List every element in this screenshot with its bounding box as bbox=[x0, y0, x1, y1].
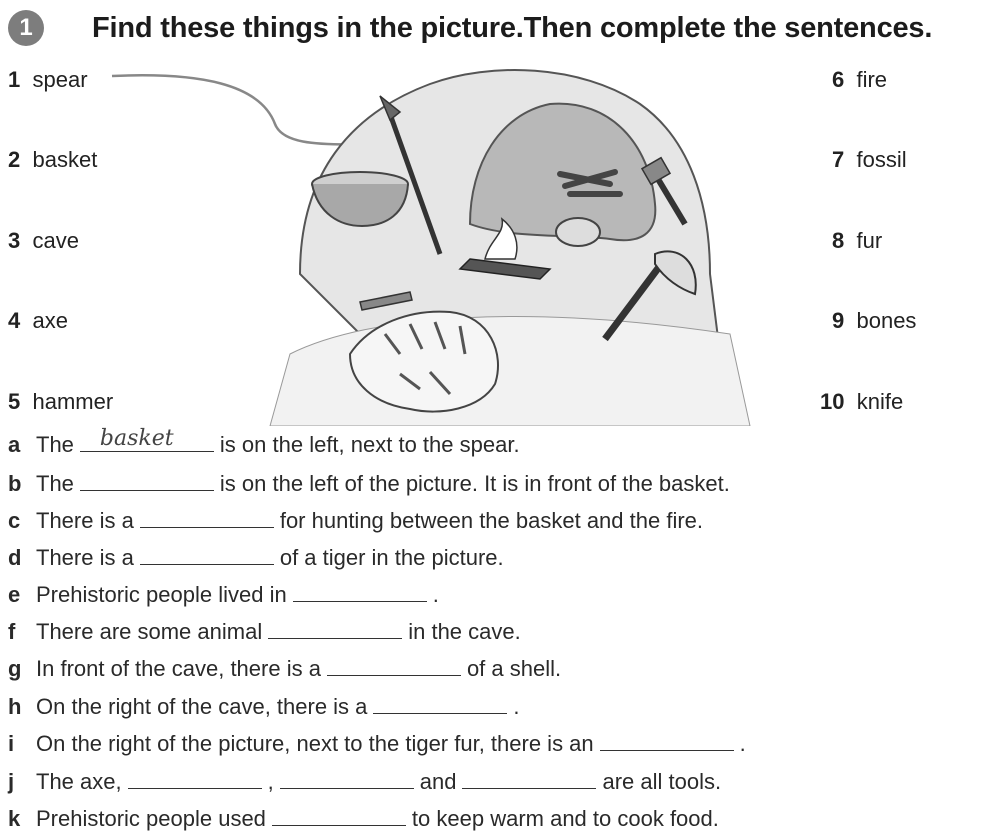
fossil-shell bbox=[556, 218, 600, 246]
sentence-h: h On the right of the cave, there is a . bbox=[8, 694, 520, 719]
vocab-item-fossil: 7 fossil bbox=[832, 147, 907, 172]
sentence-d: d There is a of a tiger in the picture. bbox=[8, 545, 504, 570]
answer-blank-j2[interactable] bbox=[280, 770, 414, 789]
answer-blank-j3[interactable] bbox=[462, 770, 596, 789]
vocab-item-axe: 4 axe bbox=[8, 308, 68, 333]
answer-blank-h[interactable] bbox=[373, 695, 507, 714]
answer-blank-a[interactable]: basket bbox=[80, 433, 214, 452]
vocab-item-hammer: 5 hammer bbox=[8, 389, 114, 414]
vocab-item-spear: 1 spear bbox=[8, 67, 88, 92]
spear-pointer-line bbox=[112, 75, 372, 144]
vocab-item-fire: 6 fire bbox=[832, 67, 888, 92]
sentence-g: g In front of the cave, there is a of a shell. bbox=[8, 656, 562, 681]
cave-illustration bbox=[110, 54, 760, 426]
cave-ground bbox=[270, 317, 750, 426]
sentence-j: j The axe, , and are all tools. bbox=[8, 769, 722, 794]
vocab-item-cave: 3 cave bbox=[8, 228, 79, 253]
sentence-k: k Prehistoric people used to keep warm and to cook food. bbox=[8, 806, 719, 831]
sentence-i: i On the right of the picture, next to the tiger fur, there is an . bbox=[8, 731, 746, 756]
sentence-e: e Prehistoric people lived in . bbox=[8, 582, 439, 607]
answer-blank-f[interactable] bbox=[268, 620, 402, 639]
sentence-b: b The is on the left of the picture. It is in front of the basket. bbox=[8, 471, 730, 496]
answer-blank-d[interactable] bbox=[140, 546, 274, 565]
vocab-item-bones: 9 bones bbox=[832, 308, 917, 333]
sentence-f: f There are some animal in the cave. bbox=[8, 619, 521, 644]
answer-blank-b[interactable] bbox=[80, 472, 214, 491]
answer-blank-j1[interactable] bbox=[128, 770, 262, 789]
answer-blank-k[interactable] bbox=[272, 807, 406, 826]
vocab-item-knife: 10 knife bbox=[820, 389, 904, 414]
sentence-c: c There is a for hunting between the basket and the fire. bbox=[8, 508, 704, 533]
sentence-a: a The basket is on the left, next to the spear. bbox=[8, 426, 520, 457]
vocab-item-basket: 2 basket bbox=[8, 147, 98, 172]
answer-blank-e[interactable] bbox=[293, 583, 427, 602]
answer-blank-c[interactable] bbox=[140, 509, 274, 528]
vocab-item-fur: 8 fur bbox=[832, 228, 883, 253]
answer-blank-g[interactable] bbox=[327, 657, 461, 676]
exercise-number-badge: 1 bbox=[8, 10, 44, 46]
exercise-title: Find these things in the picture.Then complete the sentences. bbox=[92, 11, 933, 44]
answer-blank-i[interactable] bbox=[600, 732, 734, 751]
exercise-header bbox=[8, 6, 932, 50]
